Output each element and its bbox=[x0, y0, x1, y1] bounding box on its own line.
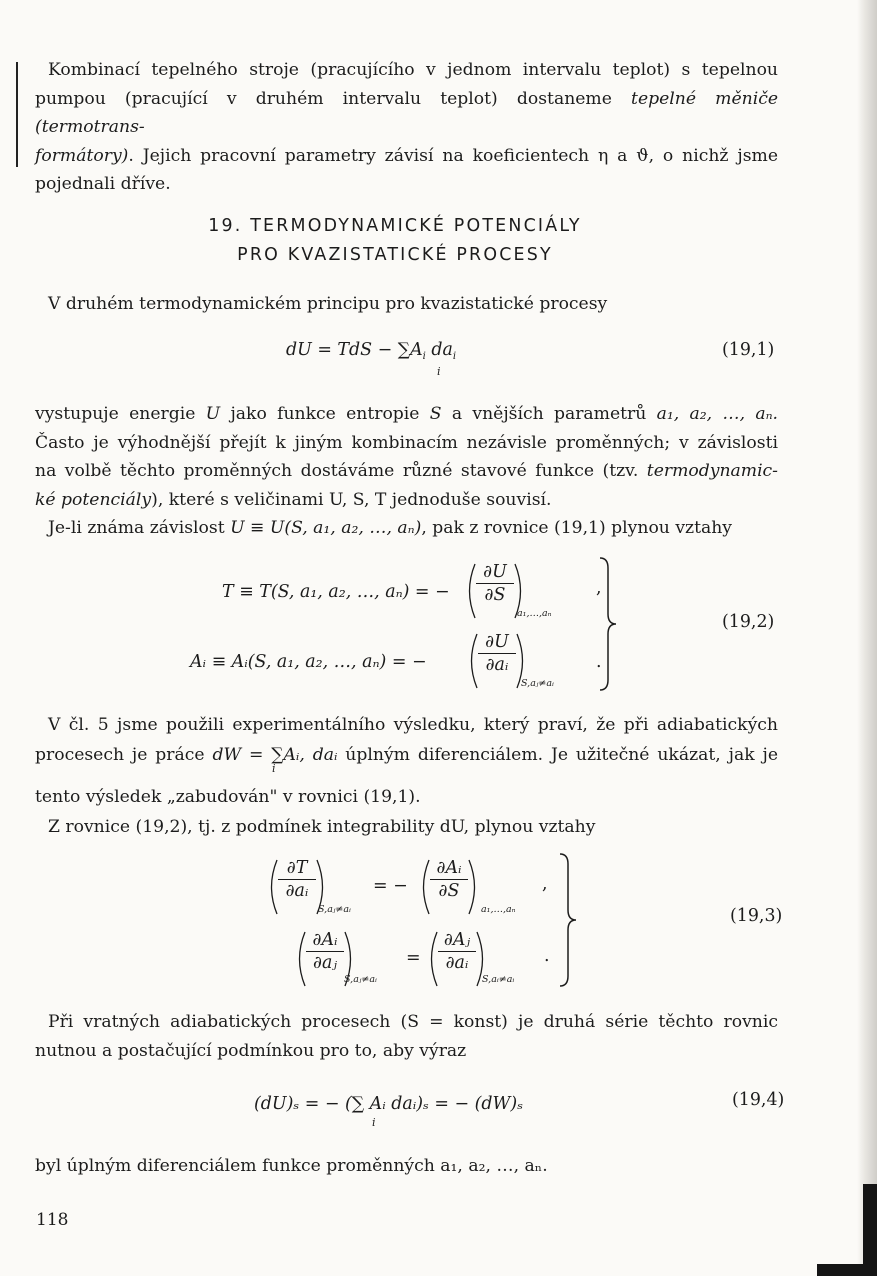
fraction-subscript: a₁,…,aₙ bbox=[481, 904, 516, 915]
text-line: Z rovnice (19,2), tj. z podmínek integrability dU, plynou vztahy bbox=[48, 817, 596, 837]
equation-19-4: (dU)ₛ = − (∑ Aᵢ daᵢ)ₛ = − (dW)ₛ bbox=[254, 1094, 524, 1114]
text-line: V čl. 5 jsme použili experimentálního výsledku, který praví, že při adiabatických bbox=[48, 715, 778, 735]
fraction: ∂Aᵢ ∂aⱼ bbox=[306, 930, 344, 973]
fraction-subscript: S,aᵢ≠aᵢ bbox=[482, 974, 515, 985]
text-paragraph bbox=[35, 400, 778, 543]
fraction: ∂U ∂aᵢ bbox=[478, 632, 516, 675]
fraction: ∂Aⱼ ∂aᵢ bbox=[438, 930, 476, 973]
right-brace bbox=[598, 556, 618, 692]
equals-sign: = bbox=[406, 948, 421, 968]
text-paragraph bbox=[35, 290, 778, 319]
text-paragraph bbox=[35, 710, 778, 842]
equation-number: (19,2) bbox=[722, 612, 775, 632]
page-edge-shadow bbox=[857, 0, 877, 1276]
comma: , bbox=[542, 874, 548, 894]
equation-number: (19,3) bbox=[730, 906, 783, 926]
text-line: Kombinací tepelného stroje (pracujícího v jednom intervalu teplot) s tepelnou bbox=[48, 60, 778, 80]
equals-sign: = − bbox=[373, 876, 408, 896]
text-line: V druhém termodynamickém principu pro kvazistatické procesy bbox=[48, 294, 608, 314]
text-paragraph bbox=[35, 1152, 778, 1181]
fraction-subscript: S,aⱼ≠aᵢ bbox=[318, 904, 351, 915]
equation-19-1: dU = TdS − $\sum A_i$ $da_i$ bbox=[286, 340, 457, 362]
text-line: procesech je práce dW = ∑Aᵢ, daᵢ úplným diferenciálem. Je užitečné ukázat, jak je bbox=[35, 745, 778, 765]
text-paragraph bbox=[35, 1008, 778, 1065]
text-line: Často je výhodnější přejít k jiným kombinacím nezávisle proměnných; v závislosti bbox=[35, 432, 778, 453]
page-number: 118 bbox=[36, 1210, 69, 1230]
margin-change-bar bbox=[16, 62, 18, 167]
text-line: pojednali dříve. bbox=[35, 174, 171, 194]
text-line: Při vratných adiabatických procesech (S = konst) je druhá série těchto rovnic bbox=[48, 1012, 778, 1032]
text-line: Je-li známa závislost U ≡ U(S, a₁, a₂, …, aₙ), pak z rovnice (19,1) plynou vztahy bbox=[48, 518, 733, 538]
period: . bbox=[596, 652, 602, 672]
sum-index: i bbox=[437, 365, 441, 378]
heading-line: 19. TERMODYNAMICKÉ POTENCIÁLY bbox=[208, 216, 582, 236]
text-line: tento výsledek „zabudován" v rovnici (19,1). bbox=[35, 787, 421, 807]
text-line: pumpou (pracující v druhém intervalu teplot) dostaneme tepelné měniče (termotrans- bbox=[35, 88, 779, 137]
comma: , bbox=[596, 578, 602, 598]
section-heading bbox=[0, 212, 790, 270]
fraction: ∂T ∂aᵢ bbox=[278, 858, 316, 901]
sum-index: i bbox=[272, 762, 276, 775]
fraction-subscript: S,aⱼ≠aᵢ bbox=[344, 974, 377, 985]
text-line: na volbě těchto proměnných dostáváme různé stavové funkce (tzv. termodynamic- bbox=[35, 461, 778, 481]
equation-number: (19,1) bbox=[722, 340, 775, 360]
equation-number: (19,4) bbox=[732, 1090, 785, 1110]
fraction: ∂Aᵢ ∂S bbox=[430, 858, 468, 901]
fraction: ∂U ∂S bbox=[476, 562, 514, 605]
heading-line: PRO KVAZISTATICKÉ PROCESY bbox=[237, 245, 553, 265]
text-line: byl úplným diferenciálem funkce proměnných a₁, a₂, …, aₙ. bbox=[35, 1156, 548, 1176]
scan-dark-corner bbox=[817, 1264, 877, 1276]
scan-dark-edge bbox=[863, 1184, 877, 1264]
text-line: ké potenciály), které s veličinami U, S, T jednoduše souvisí. bbox=[35, 489, 552, 510]
fraction-subscript: S,aⱼ≠aᵢ bbox=[521, 678, 554, 689]
intro-paragraph bbox=[35, 56, 778, 199]
sum-index: i bbox=[372, 1116, 376, 1129]
text-line: nutnou a postačující podmínkou pro to, aby výraz bbox=[35, 1040, 467, 1061]
fraction-subscript: a₁,…,aₙ bbox=[517, 608, 552, 619]
equation-19-2-row2: Aᵢ ≡ Aᵢ(S, a₁, a₂, …, aₙ) = − bbox=[190, 652, 427, 672]
text-line: vystupuje energie U jako funkce entropie S a vnějších parametrů a₁, a₂, …, aₙ. bbox=[35, 404, 778, 424]
equation-19-2-row1: T ≡ T(S, a₁, a₂, …, aₙ) = − bbox=[222, 582, 450, 602]
text-line: formátory). Jejich pracovní parametry závisí na koeficientech η a ϑ, o nichž jsme bbox=[35, 145, 778, 166]
right-brace bbox=[558, 852, 578, 988]
period: . bbox=[544, 946, 550, 966]
